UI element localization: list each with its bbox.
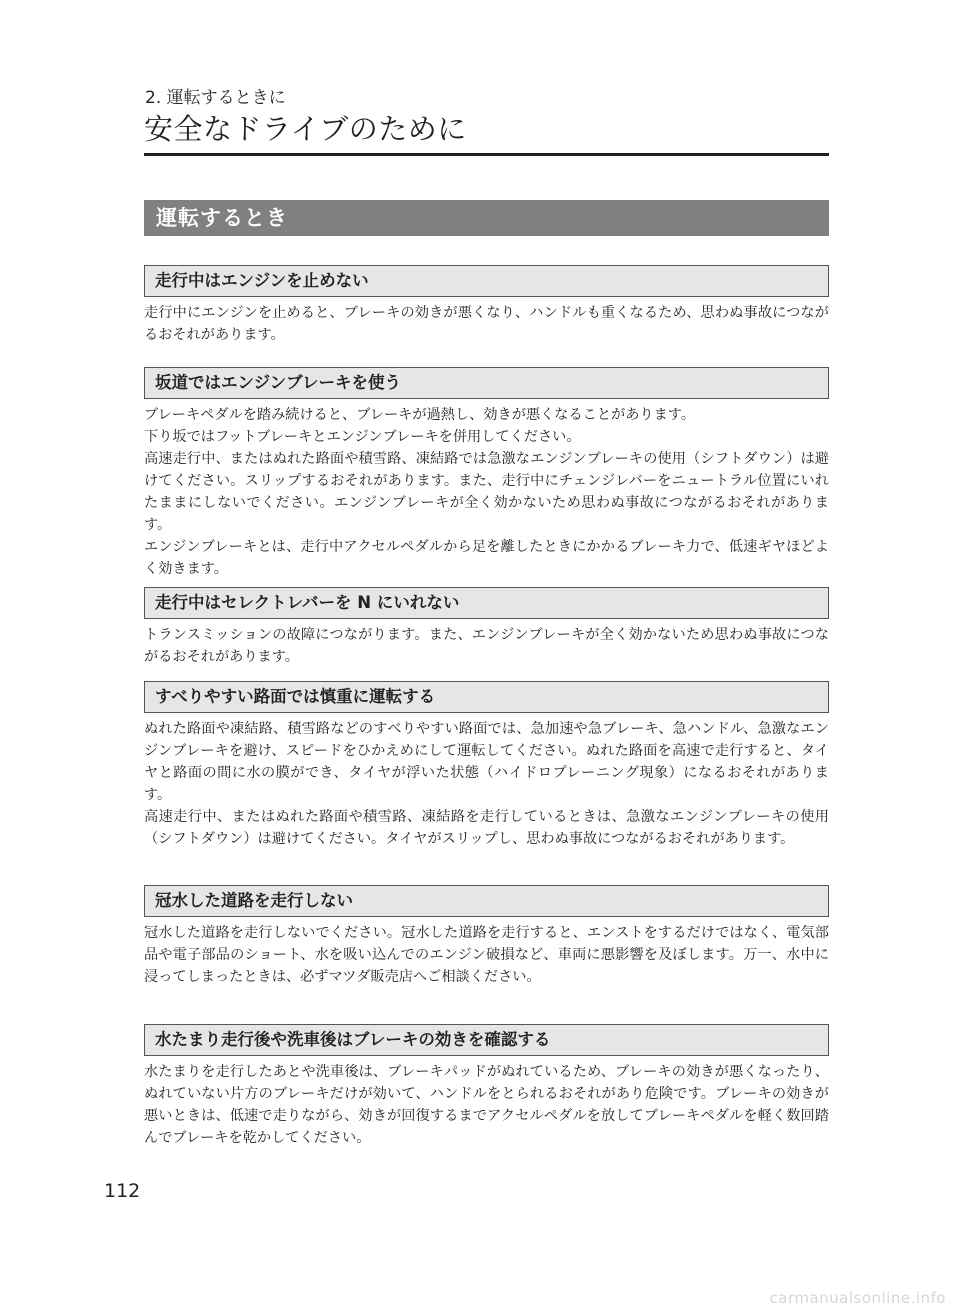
content-column [144,265,829,1149]
page-title: 安全なドライブのために [144,112,467,146]
topic-paragraph: 高速走行中、またはぬれた路面や積雪路、凍結路を走行しているときは、急激なエンジンブレーキの使用（シフトダウン）は避けてください。タイヤがスリップし、思わぬ事故につながるおそれがあります。 [144,809,829,847]
topic-paragraph: ぬれた路面や凍結路、積雪路などのすべりやすい路面では、急加速や急ブレーキ、急ハンドル、急激なエンジンブレーキを避け、スピードをひかえめにして運転してください。ぬれた路面を高速で走行すると、タイヤと路面の間に水の膜ができ、タイヤが浮いた状態（ハイドロプレーニング現象）になるおそれがあります。 [144,721,829,803]
topic-paragraph: 冠水した道路を走行しないでください。冠水した道路を走行すると、エンストをするだけではなく、電気部品や電子部品のショート、水を吸い込んでのエンジン破損など、車両に悪影響を及ぼします。万一、水中に浸ってしまったときは、必ずマツダ販売店へご相談ください。 [144,925,829,985]
title-underline [144,153,829,156]
topic-select-lever [144,587,829,681]
topic-paragraph: 下り坂ではフットブレーキとエンジンブレーキを併用してください。 [144,429,581,445]
topic-heading: 水たまり走行後や洗車後はブレーキの効きを確認する [144,1024,829,1056]
topic-paragraph: ブレーキペダルを踏み続けると、ブレーキが過熱し、効きが悪くなることがあります。 [144,407,696,423]
topic-heading: 坂道ではエンジンブレーキを使う [144,367,829,399]
watermark: carmanualsonline.info [769,1289,946,1307]
topic-paragraph: 走行中にエンジンを止めると、ブレーキの効きが悪くなり、ハンドルも重くなるため、思わぬ事故につながるおそれがあります。 [144,305,829,343]
topic-heading: 冠水した道路を走行しない [144,885,829,917]
topic-paragraph: エンジンブレーキとは、走行中アクセルペダルから足を離したときにかかるブレーキ力で、低速ギヤほどよく効きます。 [144,539,829,577]
topic-brake-check [144,1024,829,1149]
topic-engine-off [144,265,829,367]
topic-heading: 走行中はセレクトレバーを N にいれない [144,587,829,619]
topic-paragraph: トランスミッションの故障につながります。また、エンジンブレーキが全く効かないため思わぬ事故につながるおそれがあります。 [144,627,829,665]
topic-engine-brake [144,367,829,587]
topic-slippery-road [144,681,829,885]
page-number: 112 [104,1180,141,1202]
section-banner [144,200,829,236]
section-title: 運転するとき [156,206,288,230]
topic-heading: 走行中はエンジンを止めない [144,265,829,297]
topic-paragraph: 水たまりを走行したあとや洗車後は、ブレーキパッドがぬれているため、ブレーキの効きが悪くなったり、ぬれていない片方のブレーキだけが効いて、ハンドルをとられるおそれがあり危険です。ブレーキの効きが悪いときは、低速で走りながら、効きが回復するまでアクセルペダルを放してブレーキペダルを軽く数回踏んでブレーキを乾かしてください。 [144,1064,829,1146]
topic-heading: すべりやすい路面では慎重に運転する [144,681,829,713]
chapter-breadcrumb: 2. 運転するときに [145,88,286,108]
topic-paragraph: 高速走行中、またはぬれた路面や積雪路、凍結路では急激なエンジンブレーキの使用（シフトダウン）は避けてください。スリップするおそれがあります。また、走行中にチェンジレバーをニュートラル位置にいれたままにしないでください。エンジンブレーキが全く効かないため思わぬ事故につながるおそれがあります。 [144,451,829,533]
topic-flooded-road [144,885,829,1024]
